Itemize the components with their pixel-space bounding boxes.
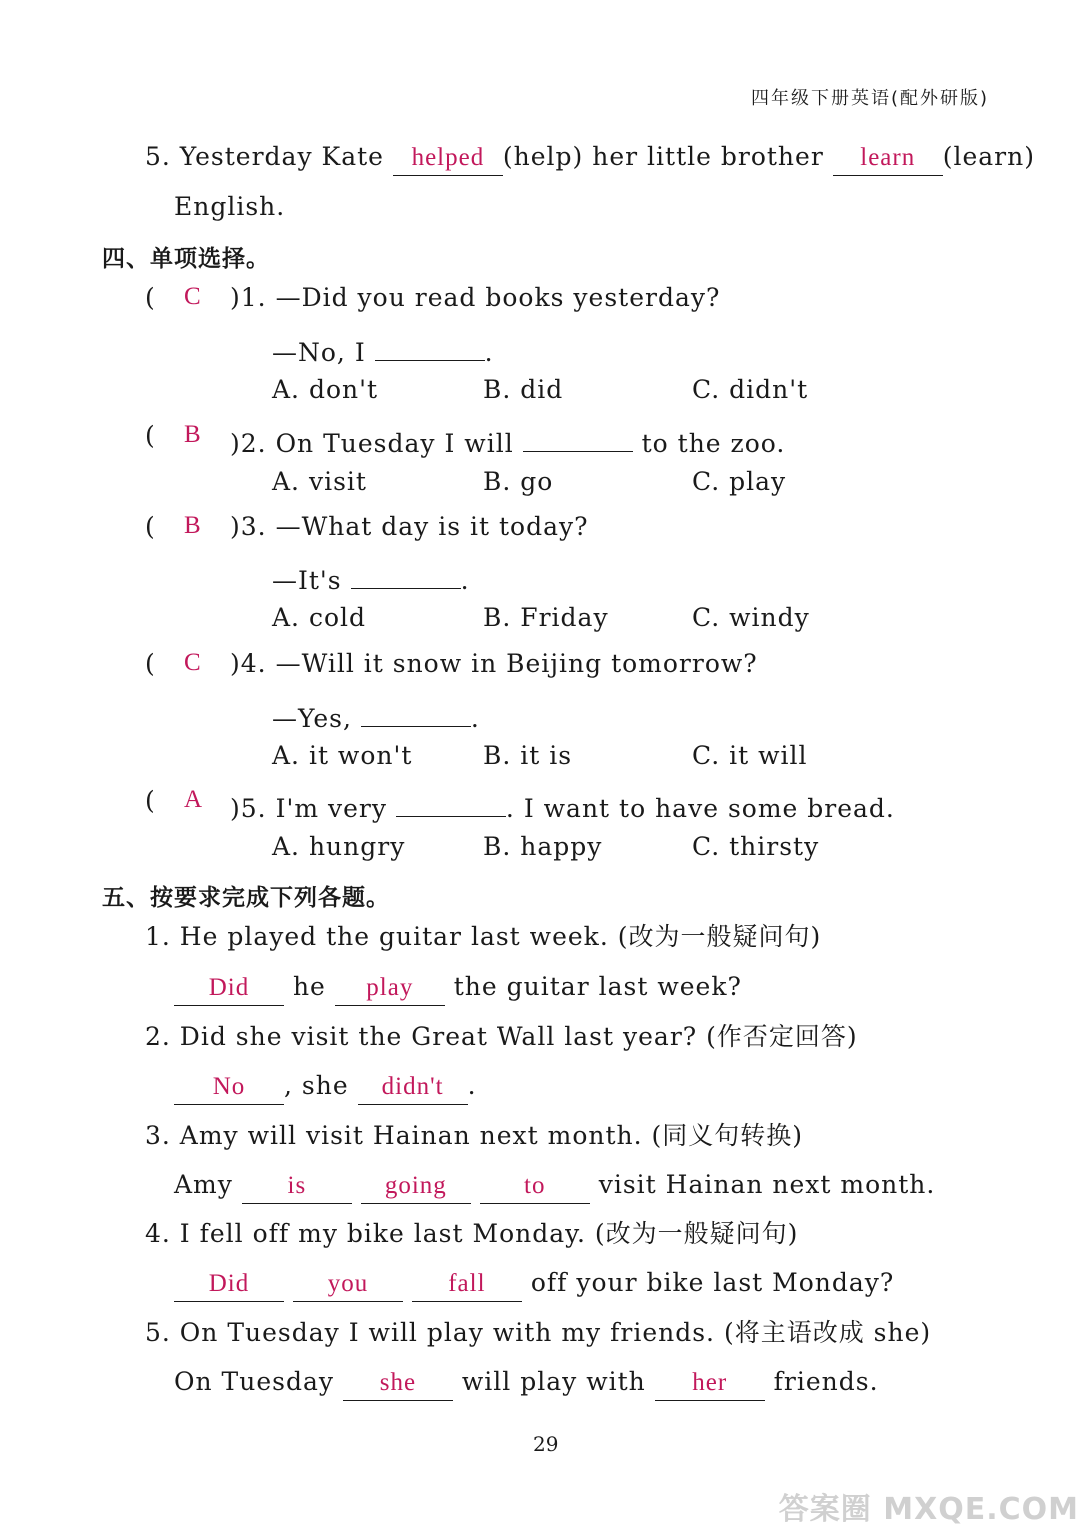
option-c: C. it will <box>692 741 808 770</box>
option-c: C. windy <box>692 603 810 632</box>
answer-blank: helped <box>393 145 503 176</box>
option-c: C. thirsty <box>692 832 820 861</box>
section-4-title: 四、单项选择。 <box>102 246 270 272</box>
option-c: C. play <box>692 467 787 496</box>
question-blank <box>375 330 485 361</box>
option-b: B. it is <box>483 741 573 770</box>
mc-answer-2: B <box>184 421 201 448</box>
option-a: A. cold <box>272 603 366 632</box>
option-c: C. didn't <box>692 375 809 404</box>
task-4-prompt: 4. I fell off my bike last Monday. (改为一般疑问句) <box>145 1219 799 1248</box>
question-blank <box>351 558 461 589</box>
mc-question-3-reply: —It's . <box>272 558 470 596</box>
question-blank <box>523 421 633 452</box>
option-b: B. go <box>483 467 554 496</box>
task-3-answer: Amy is going to visit Hainan next month. <box>174 1170 935 1204</box>
option-b: B. did <box>483 375 564 404</box>
mc-answer-5: A <box>184 786 203 813</box>
mc-item-2-paren: ( <box>145 421 156 450</box>
page-number: 29 <box>533 1432 559 1456</box>
option-a: A. visit <box>272 467 367 496</box>
mc-item-3-paren: ( <box>145 512 156 541</box>
answer-blank: to <box>480 1173 590 1204</box>
mc-item-5-paren: ( <box>145 786 156 815</box>
prev-question-5-line2: English. <box>174 192 286 221</box>
option-b: B. happy <box>483 832 603 861</box>
task-4-answer: Did you fall off your bike last Monday? <box>174 1268 894 1302</box>
task-2-prompt: 2. Did she visit the Great Wall last year? (作否定回答) <box>145 1022 858 1051</box>
task-1-prompt: 1. He played the guitar last week. (改为一般疑问句) <box>145 922 822 951</box>
option-a: A. don't <box>272 375 379 404</box>
option-b: B. Friday <box>483 603 609 632</box>
answer-blank: going <box>361 1173 471 1204</box>
mc-answer-1: C <box>184 283 201 310</box>
task-1-answer: Did he play the guitar last week? <box>174 972 742 1006</box>
answer-blank: play <box>335 975 445 1006</box>
mc-answer-3: B <box>184 512 201 539</box>
section-5-title: 五、按要求完成下列各题。 <box>102 885 390 911</box>
task-5-answer: On Tuesday she will play with her friends. <box>174 1367 879 1401</box>
answer-blank: is <box>242 1173 352 1204</box>
answer-blank: Did <box>174 1271 284 1302</box>
watermark: 答案圈 MXQE.COM <box>778 1492 1079 1527</box>
mc-question-4-reply: —Yes, . <box>272 696 480 734</box>
mc-question-2: )2. On Tuesday I will to the zoo. <box>230 421 785 459</box>
answer-blank: No <box>174 1074 284 1105</box>
option-a: A. hungry <box>272 832 406 861</box>
answer-blank: fall <box>412 1271 522 1302</box>
mc-question-3: )3. —What day is it today? <box>230 512 589 541</box>
mc-question-1-reply: —No, I . <box>272 330 494 368</box>
answer-blank: you <box>293 1271 403 1302</box>
option-a: A. it won't <box>272 741 413 770</box>
question-blank <box>396 786 506 817</box>
answer-blank: her <box>655 1370 765 1401</box>
mc-question-1: )1. —Did you read books yesterday? <box>230 283 721 312</box>
mc-answer-4: C <box>184 649 201 676</box>
book-header: 四年级下册英语(配外研版) <box>750 88 989 109</box>
mc-question-4: )4. —Will it snow in Beijing tomorrow? <box>230 649 758 678</box>
prev-question-5: 5. Yesterday Kate helped (help) her little brother learn (learn) <box>145 142 1035 176</box>
answer-blank: she <box>343 1370 453 1401</box>
mc-question-5: )5. I'm very . I want to have some bread. <box>230 786 895 824</box>
task-5-prompt: 5. On Tuesday I will play with my friends. (将主语改成 she) <box>145 1318 932 1347</box>
answer-blank: learn <box>833 145 943 176</box>
answer-blank: Did <box>174 975 284 1006</box>
answer-blank: didn't <box>358 1074 468 1105</box>
mc-item-4-paren: ( <box>145 649 156 678</box>
question-blank <box>361 696 471 727</box>
task-2-answer: No , she didn't . <box>174 1071 477 1105</box>
mc-item-1-paren: ( <box>145 283 156 312</box>
task-3-prompt: 3. Amy will visit Hainan next month. (同义句转换) <box>145 1121 804 1150</box>
